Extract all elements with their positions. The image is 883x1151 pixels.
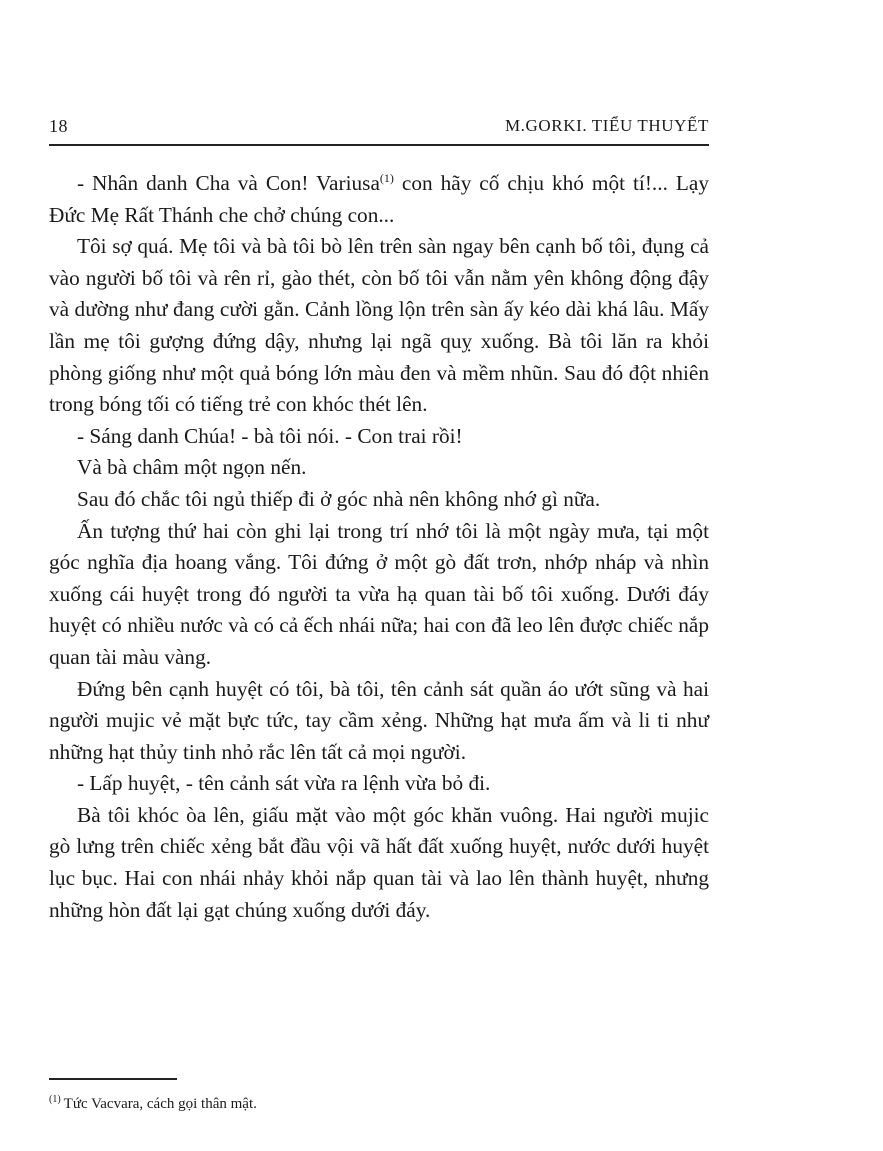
header-rule — [49, 144, 709, 146]
footnote-text: Tức Vacvara, cách gọi thân mật. — [63, 1096, 257, 1112]
paragraph: - Sáng danh Chúa! - bà tôi nói. - Con trai rồi! — [77, 423, 463, 448]
footnote — [49, 1094, 709, 1114]
page-number: 18 — [49, 116, 68, 136]
paragraph: Tôi sợ quá. Mẹ tôi và bà tôi bò lên trên sàn ngay bên cạnh bố tôi, đụng cả vào người bố tôi và rên rỉ, gào thét, còn bố tôi vẫn nằm yên không động đậy và dường như đang cười gằn. Cảnh lồng lộn trên sàn ấy kéo dài khá lâu. Mấy lần mẹ tôi gượng đứng dậy, nhưng lại ngã quỵ xuống. Bà tôi lăn ra khỏi phòng giống như một quả bóng lớn màu đen và mềm nhũn. Sau đó đột nhiên trong bóng tối có tiếng trẻ con khóc thét lên. — [49, 234, 709, 417]
footnote-rule — [49, 1078, 177, 1080]
paragraph: - Lấp huyệt, - tên cảnh sát vừa ra lệnh vừa bỏ đi. — [77, 771, 491, 796]
paragraph-text: con hãy cố chịu khó một tí!... Lạy Đức Mẹ Rất Thánh che chở chúng con... — [49, 171, 709, 227]
paragraph: Bà tôi khóc òa lên, giấu mặt vào một góc khăn vuông. Hai người mujic gò lưng trên chiếc xẻng bắt đầu vội vã hất đất xuống huyệt, nước dưới huyệt lục bục. Hai con nhái nhảy khỏi nắp quan tài và lao lên thành huyệt, nhưng những hòn đất lại gạt chúng xuống dưới đáy. — [49, 802, 709, 922]
footnote-mark: (1) — [49, 1094, 61, 1105]
paragraph: Sau đó chắc tôi ngủ thiếp đi ở góc nhà nên không nhớ gì nữa. — [77, 486, 601, 511]
paragraph: Ấn tượng thứ hai còn ghi lại trong trí nhớ tôi là một ngày mưa, tại một góc nghĩa địa hoang vắng. Tôi đứng ở một gò đất trơn, nhớp nháp và nhìn xuống cái huyệt trong đó người ta vừa hạ quan tài bố tôi xuống. Dưới đáy huyệt có nhiều nước và có cả ếch nhái nữa; hai con đã leo lên được chiếc nắp quan tài màu vàng. — [49, 518, 709, 669]
running-title: M.GORKI. TIỂU THUYẾT — [504, 116, 709, 135]
page-header — [49, 116, 709, 146]
paragraph-text: - Nhân danh Cha và Con! Variusa — [77, 171, 380, 195]
paragraph: Đứng bên cạnh huyệt có tôi, bà tôi, tên cảnh sát quần áo ướt sũng và hai người mujic vẻ mặt bực tức, tay cầm xẻng. Những hạt mưa ấm và li ti như những hạt thủy tinh nhỏ rắc lên tất cả mọi người. — [49, 676, 709, 764]
paragraph: Và bà châm một ngọn nến. — [77, 455, 307, 480]
paragraph — [49, 168, 709, 231]
footnote-reference: (1) — [379, 170, 394, 185]
body-text — [49, 168, 709, 926]
